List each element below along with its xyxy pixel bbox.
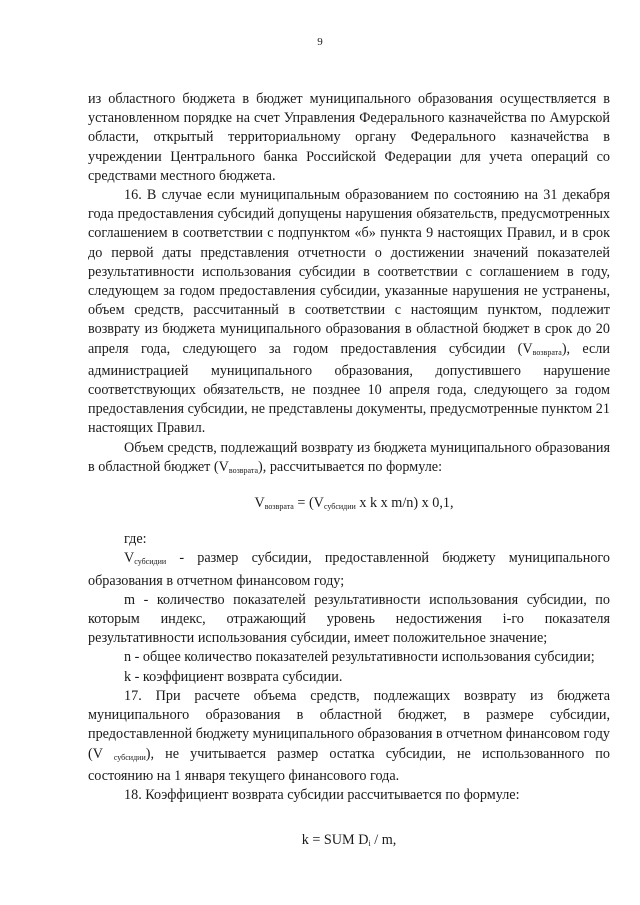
document-body — [88, 90, 610, 853]
formula-return-volume: $V_{возврата} = (V_{субсидии}$ x k x m/n) x 0,1, — [254, 495, 454, 512]
definition-k: k - коэффициент возврата субсидии. — [124, 668, 343, 685]
paragraph-17: 17. При расчете объема средств, подлежащих возврату из бюджета муниципального образования в областной бюджет, в размере субсидии, предоставленной бюджету муниципального образования в отчетном финансовом году (V $_{субсидии}$), не учитывается размер остатка субсидии, не использованного по состоянию на 1 января текущего финансового года. — [88, 687, 610, 784]
paragraph-volume: Объем средств, подлежащий возврату из бюджета муниципального образования в областной бюджет $(V_{возврата})$, рассчитывается по формуле: — [88, 439, 610, 475]
paragraph-16: 16. В случае если муниципальным образованием по состоянию на 31 декабря года предоставления субсидий допущены нарушения обязательств, предусмотренных соглашением в соответствии с подпунктом «б» пункта 9 настоящих Правил, и в срок до первой даты представления отчетности о достижении значений показателей результативности использования субсидии в соответствии с соглашением в году, следующем за годом предоставления субсидии, указанные нарушения не устранены, объем средств, рассчитанный в соответствии с настоящим пунктом, подлежит возврату из бюджета муниципального образования в областной бюджет в срок до 20 апреля года, следующего за годом предоставления субсидии $(V_{возврата})$, если администрацией муниципального образования, допустившего нарушение соответствующих обязательств, не позднее 10 апреля года, следующего за годом предоставления субсидии, не представлены документы, предусмотренные пунктом 21 настоящих Правил. — [88, 187, 610, 437]
paragraph-continuation: из областного бюджета в бюджет муниципального образования осуществляется в установленном порядке на счет Управления Федерального казначейства по Амурской области, открытый территориальному органу Федерального казначейства в учреждении Центрального банка Российской Федерации для учета операций со средствами местного бюджета. — [88, 91, 610, 184]
formula-return-coefficient: k = SUM $D_i$ / m, — [301, 832, 397, 849]
page-number: 9 — [317, 36, 323, 48]
paragraph-18: 18. Коэффициент возврата субсидии рассчитывается по формуле: — [124, 786, 520, 803]
definition-m: m - количество показателей результативности использования субсидии, по которым индекс, отражающий уровень недостижения i-го показателя результативности использования субсидии, имеет положительное значение; — [88, 591, 610, 647]
where-label: где: — [124, 531, 147, 548]
definition-v-subsidy: $V_{субсидии}$ - размер субсидии, предоставленной бюджету муниципального образования в отчетном финансовом году; — [88, 550, 610, 589]
definition-n: n - общее количество показателей результативности использования субсидии; — [124, 649, 595, 666]
